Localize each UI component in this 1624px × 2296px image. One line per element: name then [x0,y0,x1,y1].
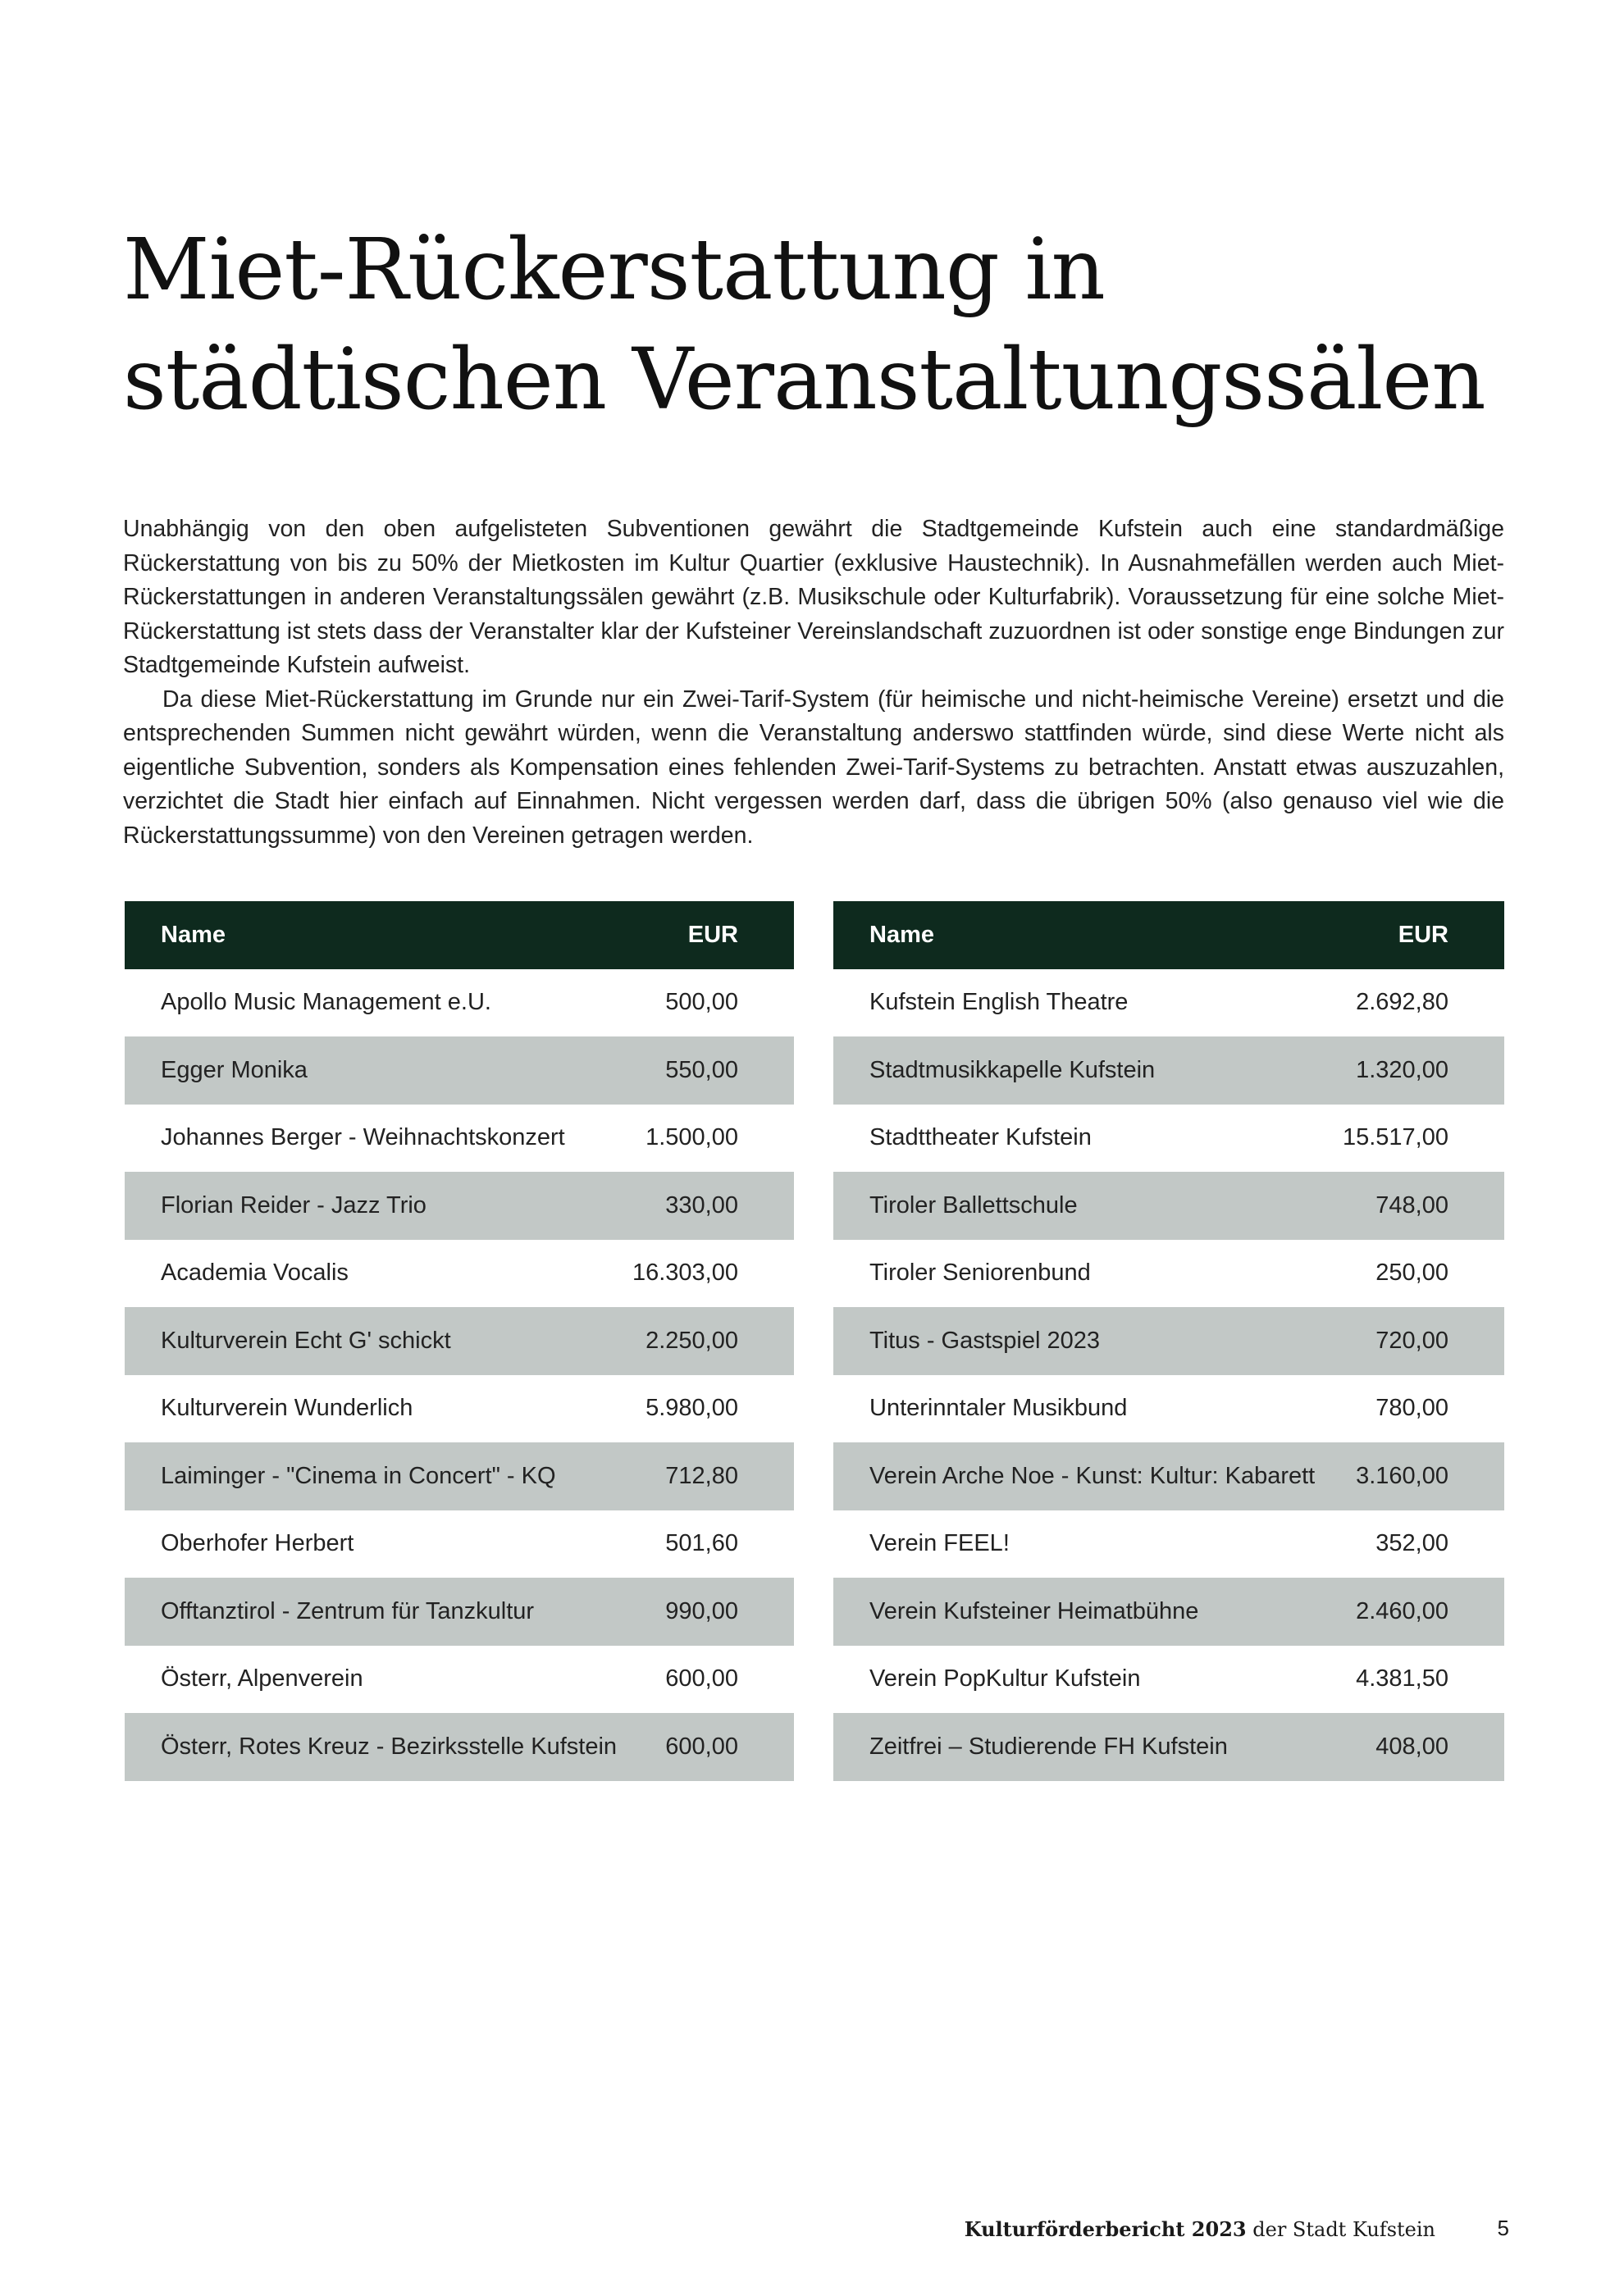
cell-name: Apollo Music Management e.U. [161,989,491,1016]
cell-eur: 15.517,00 [1342,1124,1448,1151]
cell-name: Academia Vocalis [161,1260,349,1287]
intro-paragraph-1: Unabhängig von den oben aufgelisteten Subventionen gewährt die Stadtgemeinde Kufstein auch eine standardmäßige Rückerstattung von bis zu 50% der Mietkosten im Kultur Quartier (exklusive Haustechnik). In Ausnahmefällen werden auch Miet-Rückerstattungen in anderen Veranstaltungssälen gewährt (z.B. Musikschule oder Kulturfabrik). Voraussetzung für eine solche Miet-Rückerstattung ist stets dass der Veranstalter klar der Kufsteiner Vereinslandschaft zuzuordnen ist oder sonstige enge Bindungen zur Stadtgemeinde Kufstein aufweist. [123,516,1504,678]
table-row [833,1442,1504,1510]
cell-eur: 2.250,00 [617,1307,794,1375]
cell-eur: 1.500,00 [645,1124,738,1151]
cell-name: Verein PopKultur Kufstein [869,1665,1141,1692]
cell-eur: 5.980,00 [645,1395,738,1422]
intro-paragraph-2: Da diese Miet-Rückerstattung im Grunde nur ein Zwei-Tarif-System (für heimische und nicht-heimische Vereine) ersetzt und die entsprechenden Summen nicht gewährt würden, wenn die Veranstaltung anderswo stattfinden würde, sind diese Werte nicht als eigentliche Subvention, sonders als Kompensation eines fehlenden Zwei-Tarif-Systems zu betrachten. Anstatt etwas auszuzahlen, verzichtet die Stadt hier einfach auf Einnahmen. Nicht vergessen werden darf, dass die übrigen 50% (also genauso viel wie die Rückerstattungssumme) von den Vereinen getragen werden. [123,686,1504,849]
table-row [125,1172,794,1240]
table-row [125,1307,794,1375]
table-row [833,1036,1504,1105]
cell-eur: 600,00 [617,1713,794,1781]
table-row [125,1240,794,1308]
cell-eur: 780,00 [1375,1395,1448,1422]
table-row [125,1105,794,1173]
table-row [833,1646,1504,1714]
page-number: 5 [1497,2216,1509,2240]
cell-name: Egger Monika [125,1036,617,1105]
cell-eur: 352,00 [1375,1530,1448,1557]
page-title [123,215,1509,435]
cell-name: Tiroler Seniorenbund [869,1260,1091,1287]
cell-eur: 748,00 [1325,1172,1504,1240]
table-row [125,1578,794,1646]
cell-eur: 4.381,50 [1356,1665,1448,1692]
table-header-row [125,901,794,969]
table-row [125,1036,794,1105]
footer-report-name: Kulturförderbericht 2023 [964,2217,1247,2241]
cell-name: Titus - Gastspiel 2023 [833,1307,1325,1375]
cell-eur: 550,00 [617,1036,794,1105]
table-row [125,969,794,1037]
cell-eur: 16.303,00 [632,1260,738,1287]
cell-eur: 600,00 [665,1665,738,1692]
cell-name: Laiminger - "Cinema in Concert" - KQ [125,1442,617,1510]
cell-eur: 712,80 [617,1442,794,1510]
table-row [833,969,1504,1037]
table-row [833,1105,1504,1173]
table-row [833,1307,1504,1375]
table-row [125,1442,794,1510]
cell-eur: 500,00 [665,989,738,1016]
cell-name: Stadttheater Kufstein [869,1124,1092,1151]
column-header-name: Name [833,901,1325,969]
cell-name: Offtanztirol - Zentrum für Tanzkultur [125,1578,617,1646]
table-row [833,1510,1504,1578]
cell-eur: 3.160,00 [1325,1442,1504,1510]
cell-eur: 501,60 [665,1530,738,1557]
refund-table-right [833,901,1504,1781]
cell-eur: 720,00 [1325,1307,1504,1375]
footer-report-suffix: der Stadt Kufstein [1252,2218,1435,2241]
cell-name: Kufstein English Theatre [869,989,1129,1016]
cell-eur: 2.692,80 [1356,989,1448,1016]
column-header-eur: EUR [1325,901,1504,969]
cell-name: Verein Kufsteiner Heimatbühne [833,1578,1325,1646]
page-title-line-2: städtischen Veranstaltungssälen [123,330,1485,429]
cell-eur: 330,00 [617,1172,794,1240]
table-row [833,1240,1504,1308]
cell-name: Oberhofer Herbert [161,1530,354,1557]
column-header-eur: EUR [617,901,794,969]
table-row [125,1510,794,1578]
table-row [833,1375,1504,1443]
cell-name: Österr, Rotes Kreuz - Bezirksstelle Kufstein [125,1713,617,1781]
cell-name: Tiroler Ballettschule [833,1172,1325,1240]
column-header-name: Name [125,901,617,969]
cell-name: Zeitfrei – Studierende FH Kufstein [833,1713,1325,1781]
table-row [833,1172,1504,1240]
table-row [833,1713,1504,1781]
cell-name: Kulturverein Wunderlich [161,1395,413,1422]
footer-report-title [902,2217,1435,2241]
cell-eur: 1.320,00 [1325,1036,1504,1105]
intro-text [123,512,1504,853]
cell-eur: 408,00 [1325,1713,1504,1781]
cell-name: Stadtmusikkapelle Kufstein [833,1036,1325,1105]
cell-name: Unterinntaler Musikbund [869,1395,1128,1422]
page-title-line-1: Miet-Rückerstattung in [123,221,1105,319]
cell-eur: 250,00 [1375,1260,1448,1287]
table-row [125,1713,794,1781]
cell-name: Österr, Alpenverein [161,1665,363,1692]
cell-name: Verein FEEL! [869,1530,1010,1557]
cell-eur: 2.460,00 [1325,1578,1504,1646]
table-row [125,1375,794,1443]
cell-name: Verein Arche Noe - Kunst: Kultur: Kabarett [833,1442,1325,1510]
cell-name: Kulturverein Echt G' schickt [125,1307,617,1375]
refund-table-left [125,901,794,1781]
cell-eur: 990,00 [617,1578,794,1646]
table-row [833,1578,1504,1646]
cell-name: Florian Reider - Jazz Trio [125,1172,617,1240]
table-row [125,1646,794,1714]
table-header-row [833,901,1504,969]
cell-name: Johannes Berger - Weihnachtskonzert [161,1124,565,1151]
